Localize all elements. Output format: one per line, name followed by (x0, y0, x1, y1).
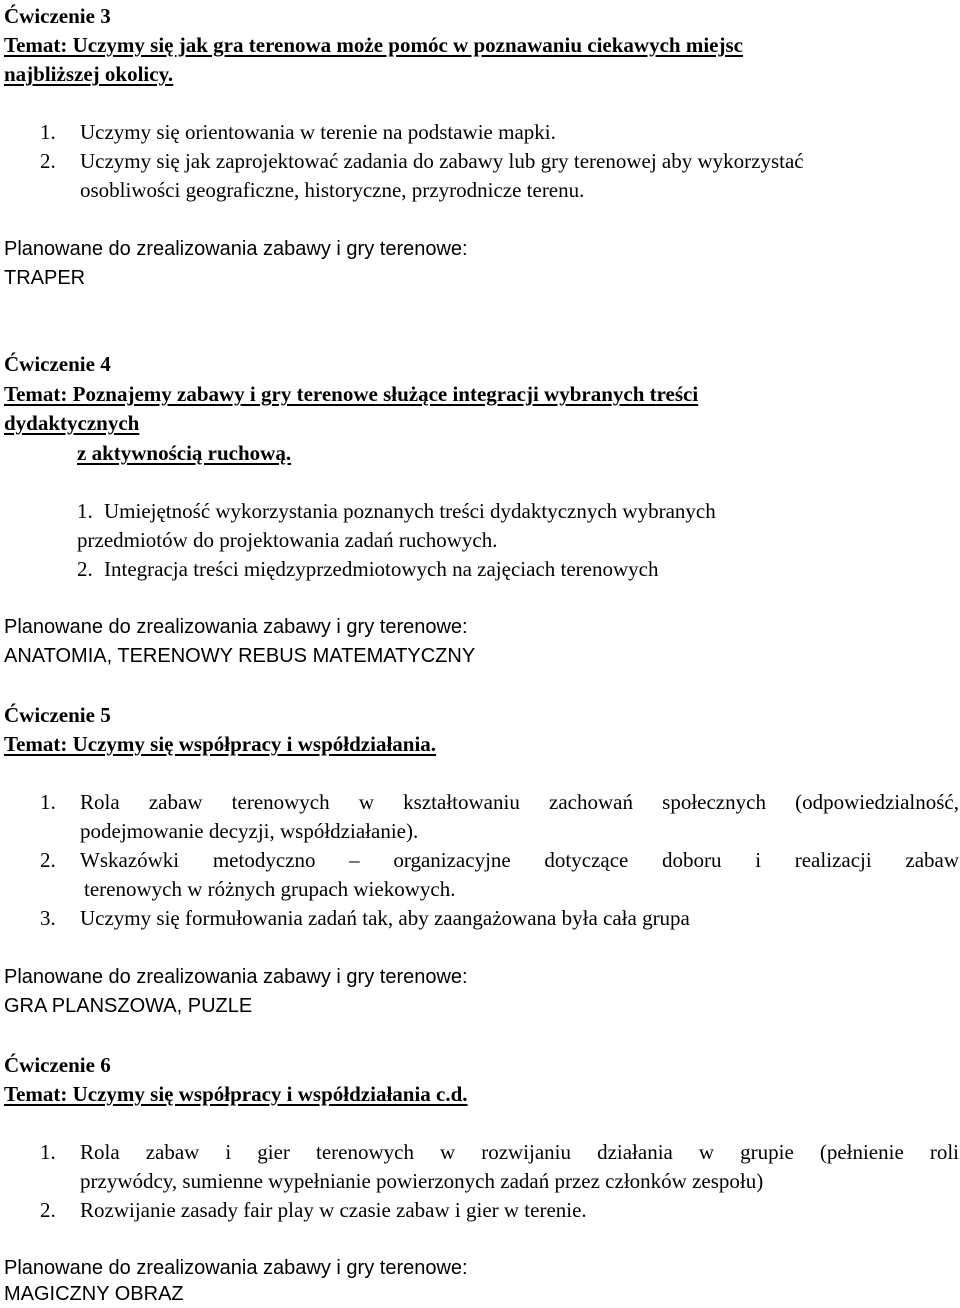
ex3-topic-line2: najbliższej okolicy. (4, 62, 174, 86)
ex6-item1-text-line2: przywódcy, sumienne wypełnianie powierzonych zadań przez członków zespołu) (80, 1169, 764, 1193)
ex4-title: Ćwiczenie 4 (4, 352, 111, 376)
ex5-title: Ćwiczenie 5 (4, 703, 111, 727)
ex6-topic: Temat: Uczymy się współpracy i współdziałania c.d. (4, 1082, 468, 1106)
ex4-item1-text-line1: Umiejętność wykorzystania poznanych treści dydaktycznych wybranych (104, 499, 716, 523)
ex6-item2-number: 2. (40, 1198, 56, 1222)
ex4-item1-text-line2: przedmiotów do projektowania zadań ruchowych. (77, 528, 498, 552)
ex3-item2-number: 2. (40, 149, 56, 173)
ex4-item2-text: Integracja treści międzyprzedmiotowych na zajęciach terenowych (104, 557, 659, 581)
ex5-item2-text-line2: terenowych w różnych grupach wiekowych. (84, 877, 456, 901)
ex3-item2-text-line1: Uczymy się jak zaprojektować zadania do zabawy lub gry terenowej aby wykorzystać (80, 149, 804, 173)
ex4-item2-number: 2. (77, 557, 93, 581)
ex4-topic-line1: Temat: Poznajemy zabawy i gry terenowe służące integracji wybranych treści (4, 382, 699, 406)
ex6-planned-value: MAGICZNY OBRAZ (4, 1283, 184, 1305)
ex6-item1-number: 1. (40, 1140, 56, 1164)
ex5-topic: Temat: Uczymy się współpracy i współdziałania. (4, 732, 437, 756)
ex3-item2-text-line2: osobliwości geograficzne, historyczne, przyrodnicze terenu. (80, 178, 585, 202)
ex6-planned-label: Planowane do zrealizowania zabawy i gry terenowe: (4, 1257, 468, 1279)
ex5-item2-text-line1: Wskazówki metodyczno – organizacyjne dotyczące doboru i realizacji zabaw (80, 848, 959, 872)
ex5-item1-text-line1: Rola zabaw terenowych w kształtowaniu zachowań społecznych (odpowiedzialność, (80, 790, 959, 814)
ex4-item1-number: 1. (77, 499, 93, 523)
ex5-item1-text-line2: podejmowanie decyzji, współdziałanie). (80, 819, 419, 843)
ex6-item2-text: Rozwijanie zasady fair play w czasie zabaw i gier w terenie. (80, 1198, 587, 1222)
ex3-title: Ćwiczenie 3 (4, 4, 111, 28)
ex6-item1-text-line1: Rola zabaw i gier terenowych w rozwijaniu działania w grupie (pełnienie roli (80, 1140, 959, 1164)
ex5-item3-number: 3. (40, 906, 56, 930)
ex4-topic-line3: z aktywnością ruchową. (77, 441, 292, 465)
ex5-item1-number: 1. (40, 790, 56, 814)
ex4-topic-line2: dydaktycznych (4, 411, 140, 435)
ex5-item3-text: Uczymy się formułowania zadań tak, aby zaangażowana była cała grupa (80, 906, 690, 930)
ex3-topic-line1: Temat: Uczymy się jak gra terenowa może pomóc w poznawaniu ciekawych miejsc (4, 33, 743, 57)
ex6-title: Ćwiczenie 6 (4, 1053, 111, 1077)
ex3-planned-label: Planowane do zrealizowania zabawy i gry terenowe: (4, 238, 468, 260)
ex5-item2-number: 2. (40, 848, 56, 872)
ex3-planned-value: TRAPER (4, 267, 86, 289)
ex5-planned-label: Planowane do zrealizowania zabawy i gry terenowe: (4, 966, 468, 988)
ex4-planned-value: ANATOMIA, TERENOWY REBUS MATEMATYCZNY (4, 645, 476, 667)
ex5-planned-value: GRA PLANSZOWA, PUZLE (4, 995, 253, 1017)
ex4-planned-label: Planowane do zrealizowania zabawy i gry terenowe: (4, 616, 468, 638)
ex3-item1-text: Uczymy się orientowania w terenie na podstawie mapki. (80, 120, 556, 144)
ex3-item1-number: 1. (40, 120, 56, 144)
